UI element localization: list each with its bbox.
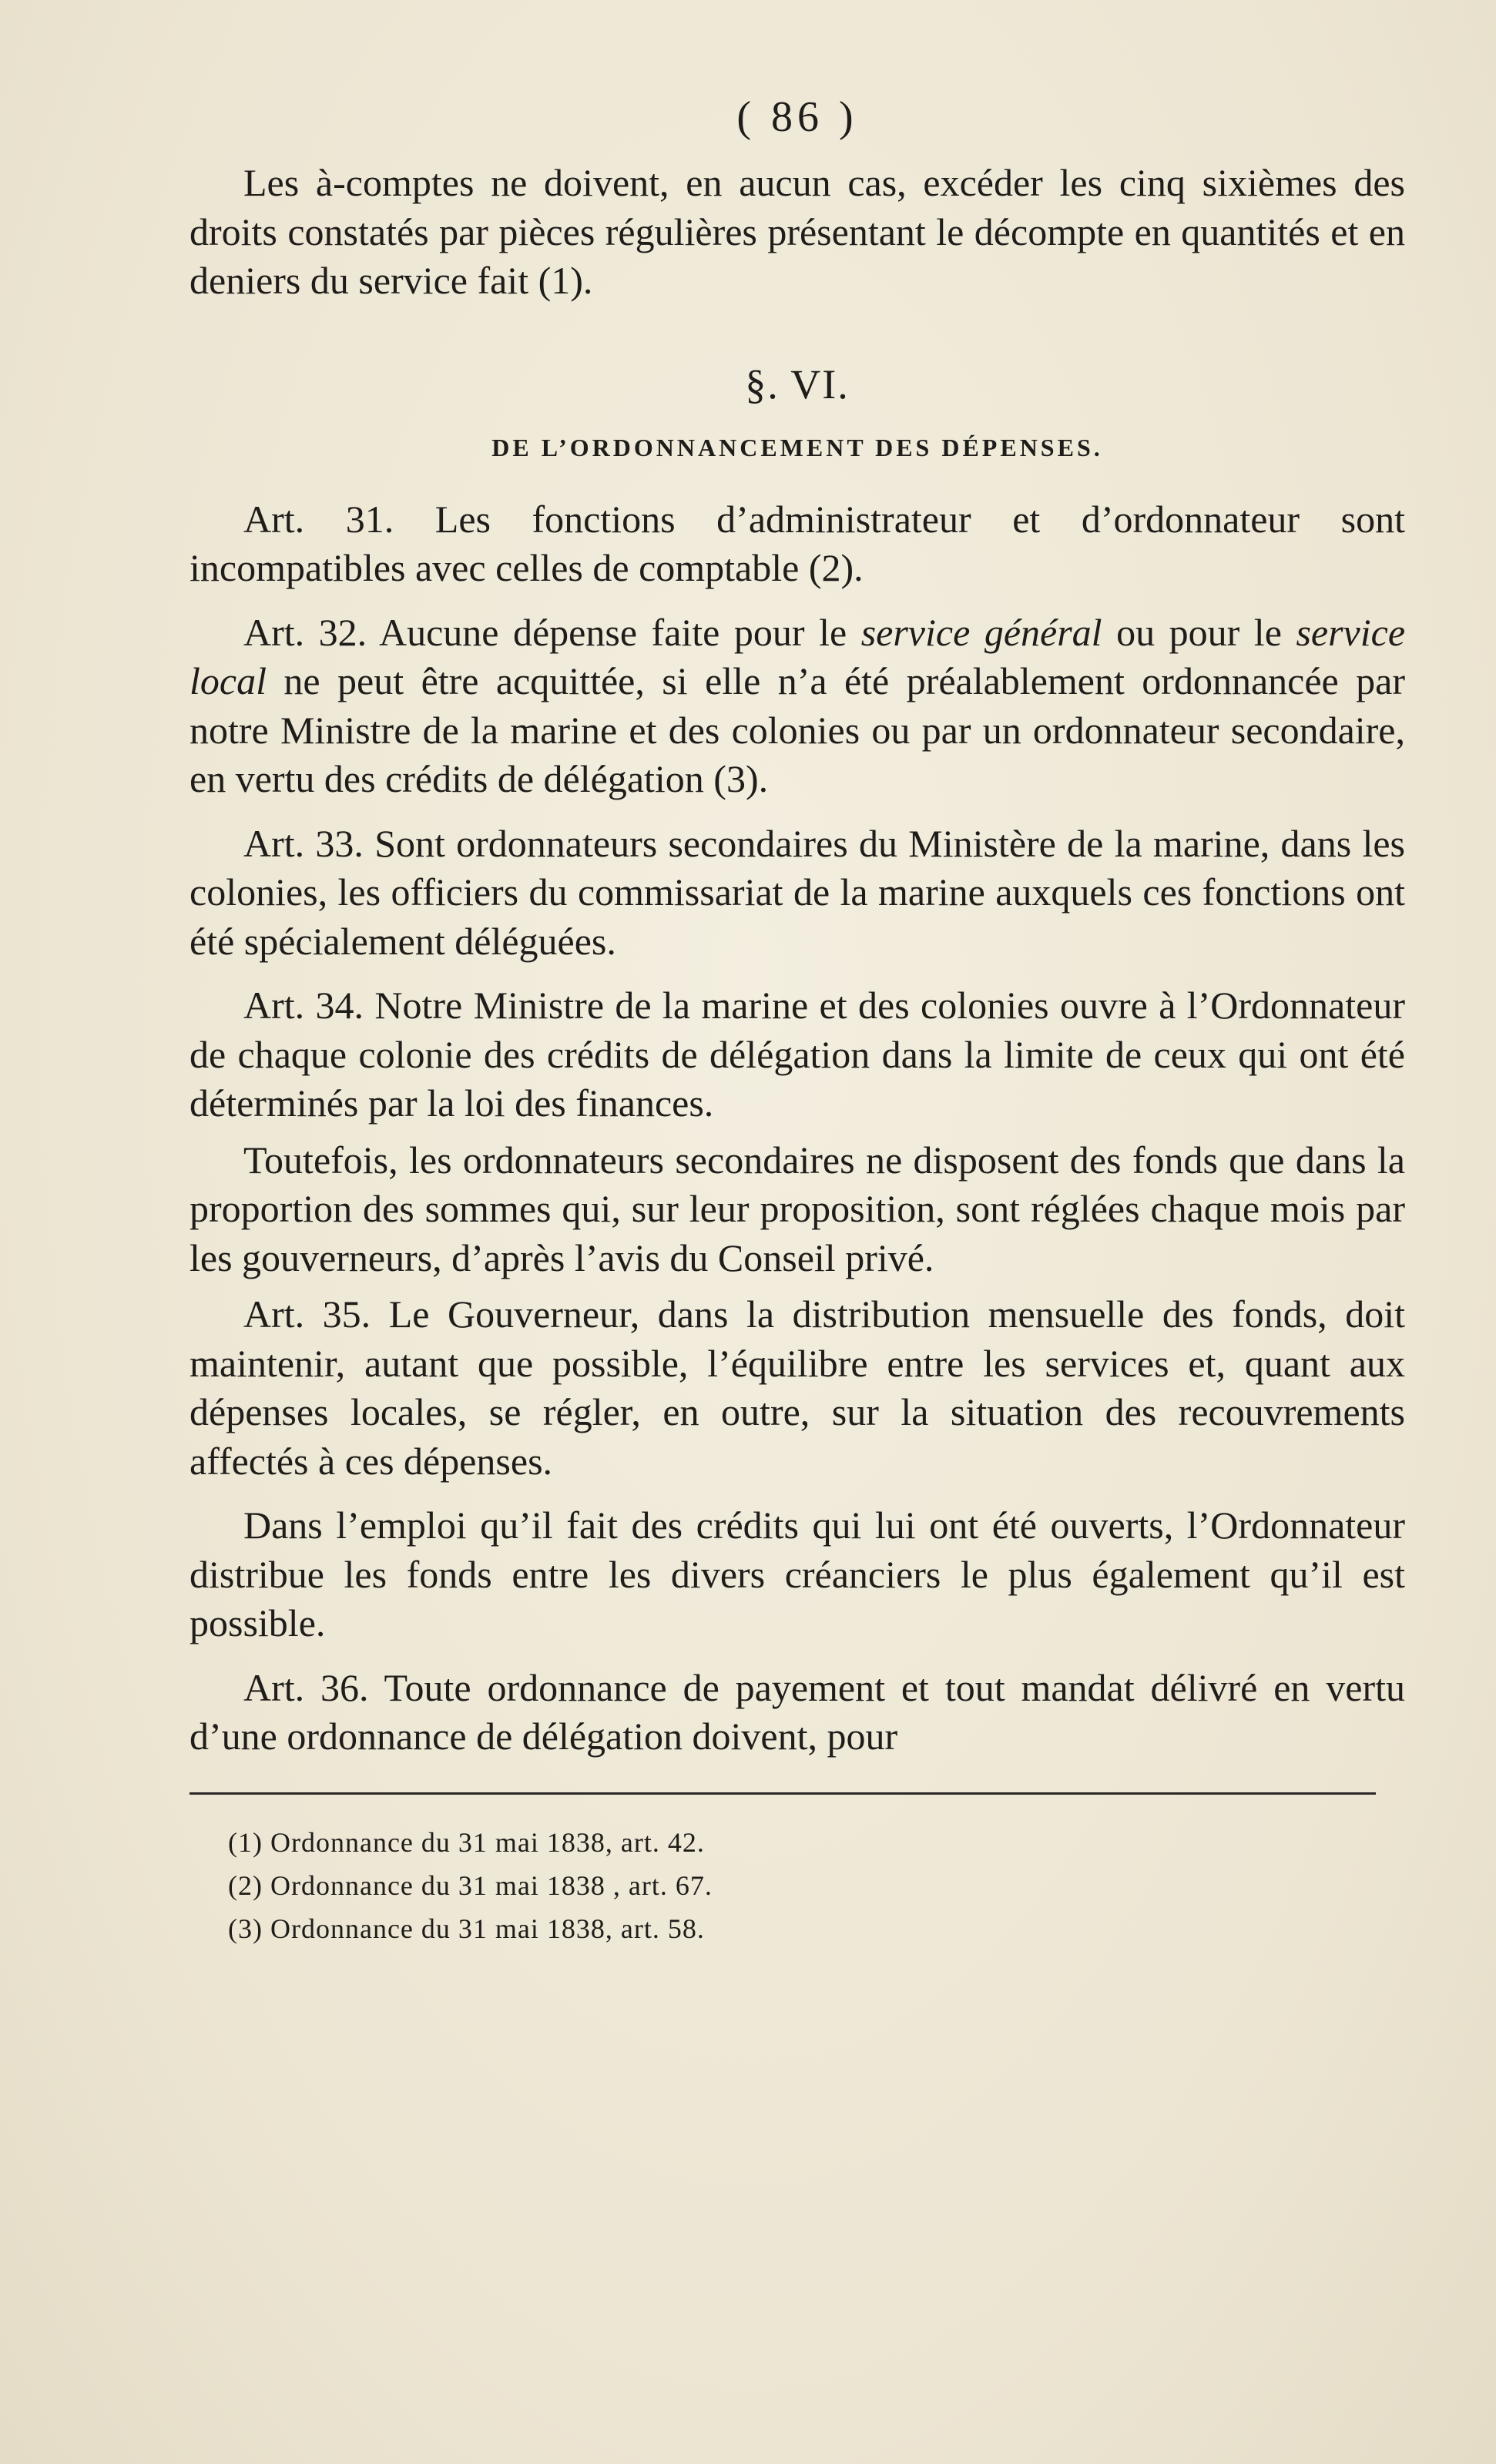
article-32-service-general: service général <box>860 610 1102 654</box>
section-subtitle: DE L’ORDONNANCEMENT DES DÉPENSES. <box>491 433 1103 461</box>
section-title: §. VI. <box>745 360 850 407</box>
article-31: Art. 31. Les fonctions d’administrateur et d’ordonnateur sont incompatibles avec celles de comptable (2). <box>190 497 1405 589</box>
footnotes <box>190 1821 1405 1950</box>
article-32-text-a: Art. 32. Aucune dépense faite pour le <box>243 610 861 654</box>
article-36: Art. 36. Toute ordonnance de payement et tout mandat délivré en vertu d’une ordonnance de délégation doivent, pour <box>190 1665 1405 1758</box>
article-32 <box>190 608 1405 804</box>
article-34-continuation: Toutefois, les ordonnateurs secondaires ne disposent des fonds que dans la proportion des sommes qui, sur leur proposition, sont réglées chaque mois par les gouverneurs, d’après l’avis du Conseil privé. <box>190 1138 1405 1279</box>
article-32-text-c: ne peut être acquittée, si elle n’a été préalablement ordonnancée par notre Ministre de la marine et des colonies ou par un ordonnateur secondaire, en vertu des crédits de délégation (3). <box>190 659 1405 800</box>
article-32-service-local: service local <box>190 610 1406 702</box>
footnote-3: (3) Ordonnance du 31 mai 1838, art. 58. <box>228 1913 705 1944</box>
intro-paragraph: Les à-comptes ne doivent, en aucun cas, excéder les cinq sixièmes des droits constatés par pièces régulières présentant le décompte en quantités et en deniers du service fait (1). <box>190 161 1405 302</box>
footnote-1: (1) Ordonnance du 31 mai 1838, art. 42. <box>228 1826 705 1858</box>
footnote-2: (2) Ordonnance du 31 mai 1838 , art. 67. <box>228 1869 713 1901</box>
page-number: ( 86 ) <box>736 93 858 141</box>
text-block <box>190 92 1405 1950</box>
footnote-divider <box>190 1792 1376 1795</box>
article-33: Art. 33. Sont ordonnateurs secondaires du Ministère de la marine, dans les colonies, les officiers du commissariat de la marine auxquels ces fonctions ont été spécialement déléguées. <box>190 821 1405 963</box>
article-35: Art. 35. Le Gouverneur, dans la distribution mensuelle des fonds, doit maintenir, autant que possible, l’équilibre entre les services et, quant aux dépenses locales, se régler, en outre, sur la situation des recouvrements affectés à ces dépenses. <box>190 1292 1405 1483</box>
article-35-continuation: Dans l’emploi qu’il fait des crédits qui lui ont été ouverts, l’Ordonnateur distribue les fonds entre les divers créanciers le plus également qu’il est possible. <box>190 1504 1405 1644</box>
article-34: Art. 34. Notre Ministre de la marine et des colonies ouvre à l’Ordonnateur de chaque colonie des crédits de délégation dans la limite de ceux qui ont été déterminés par la loi des finances. <box>190 984 1405 1125</box>
article-32-text-b: ou pour le <box>1102 610 1296 654</box>
